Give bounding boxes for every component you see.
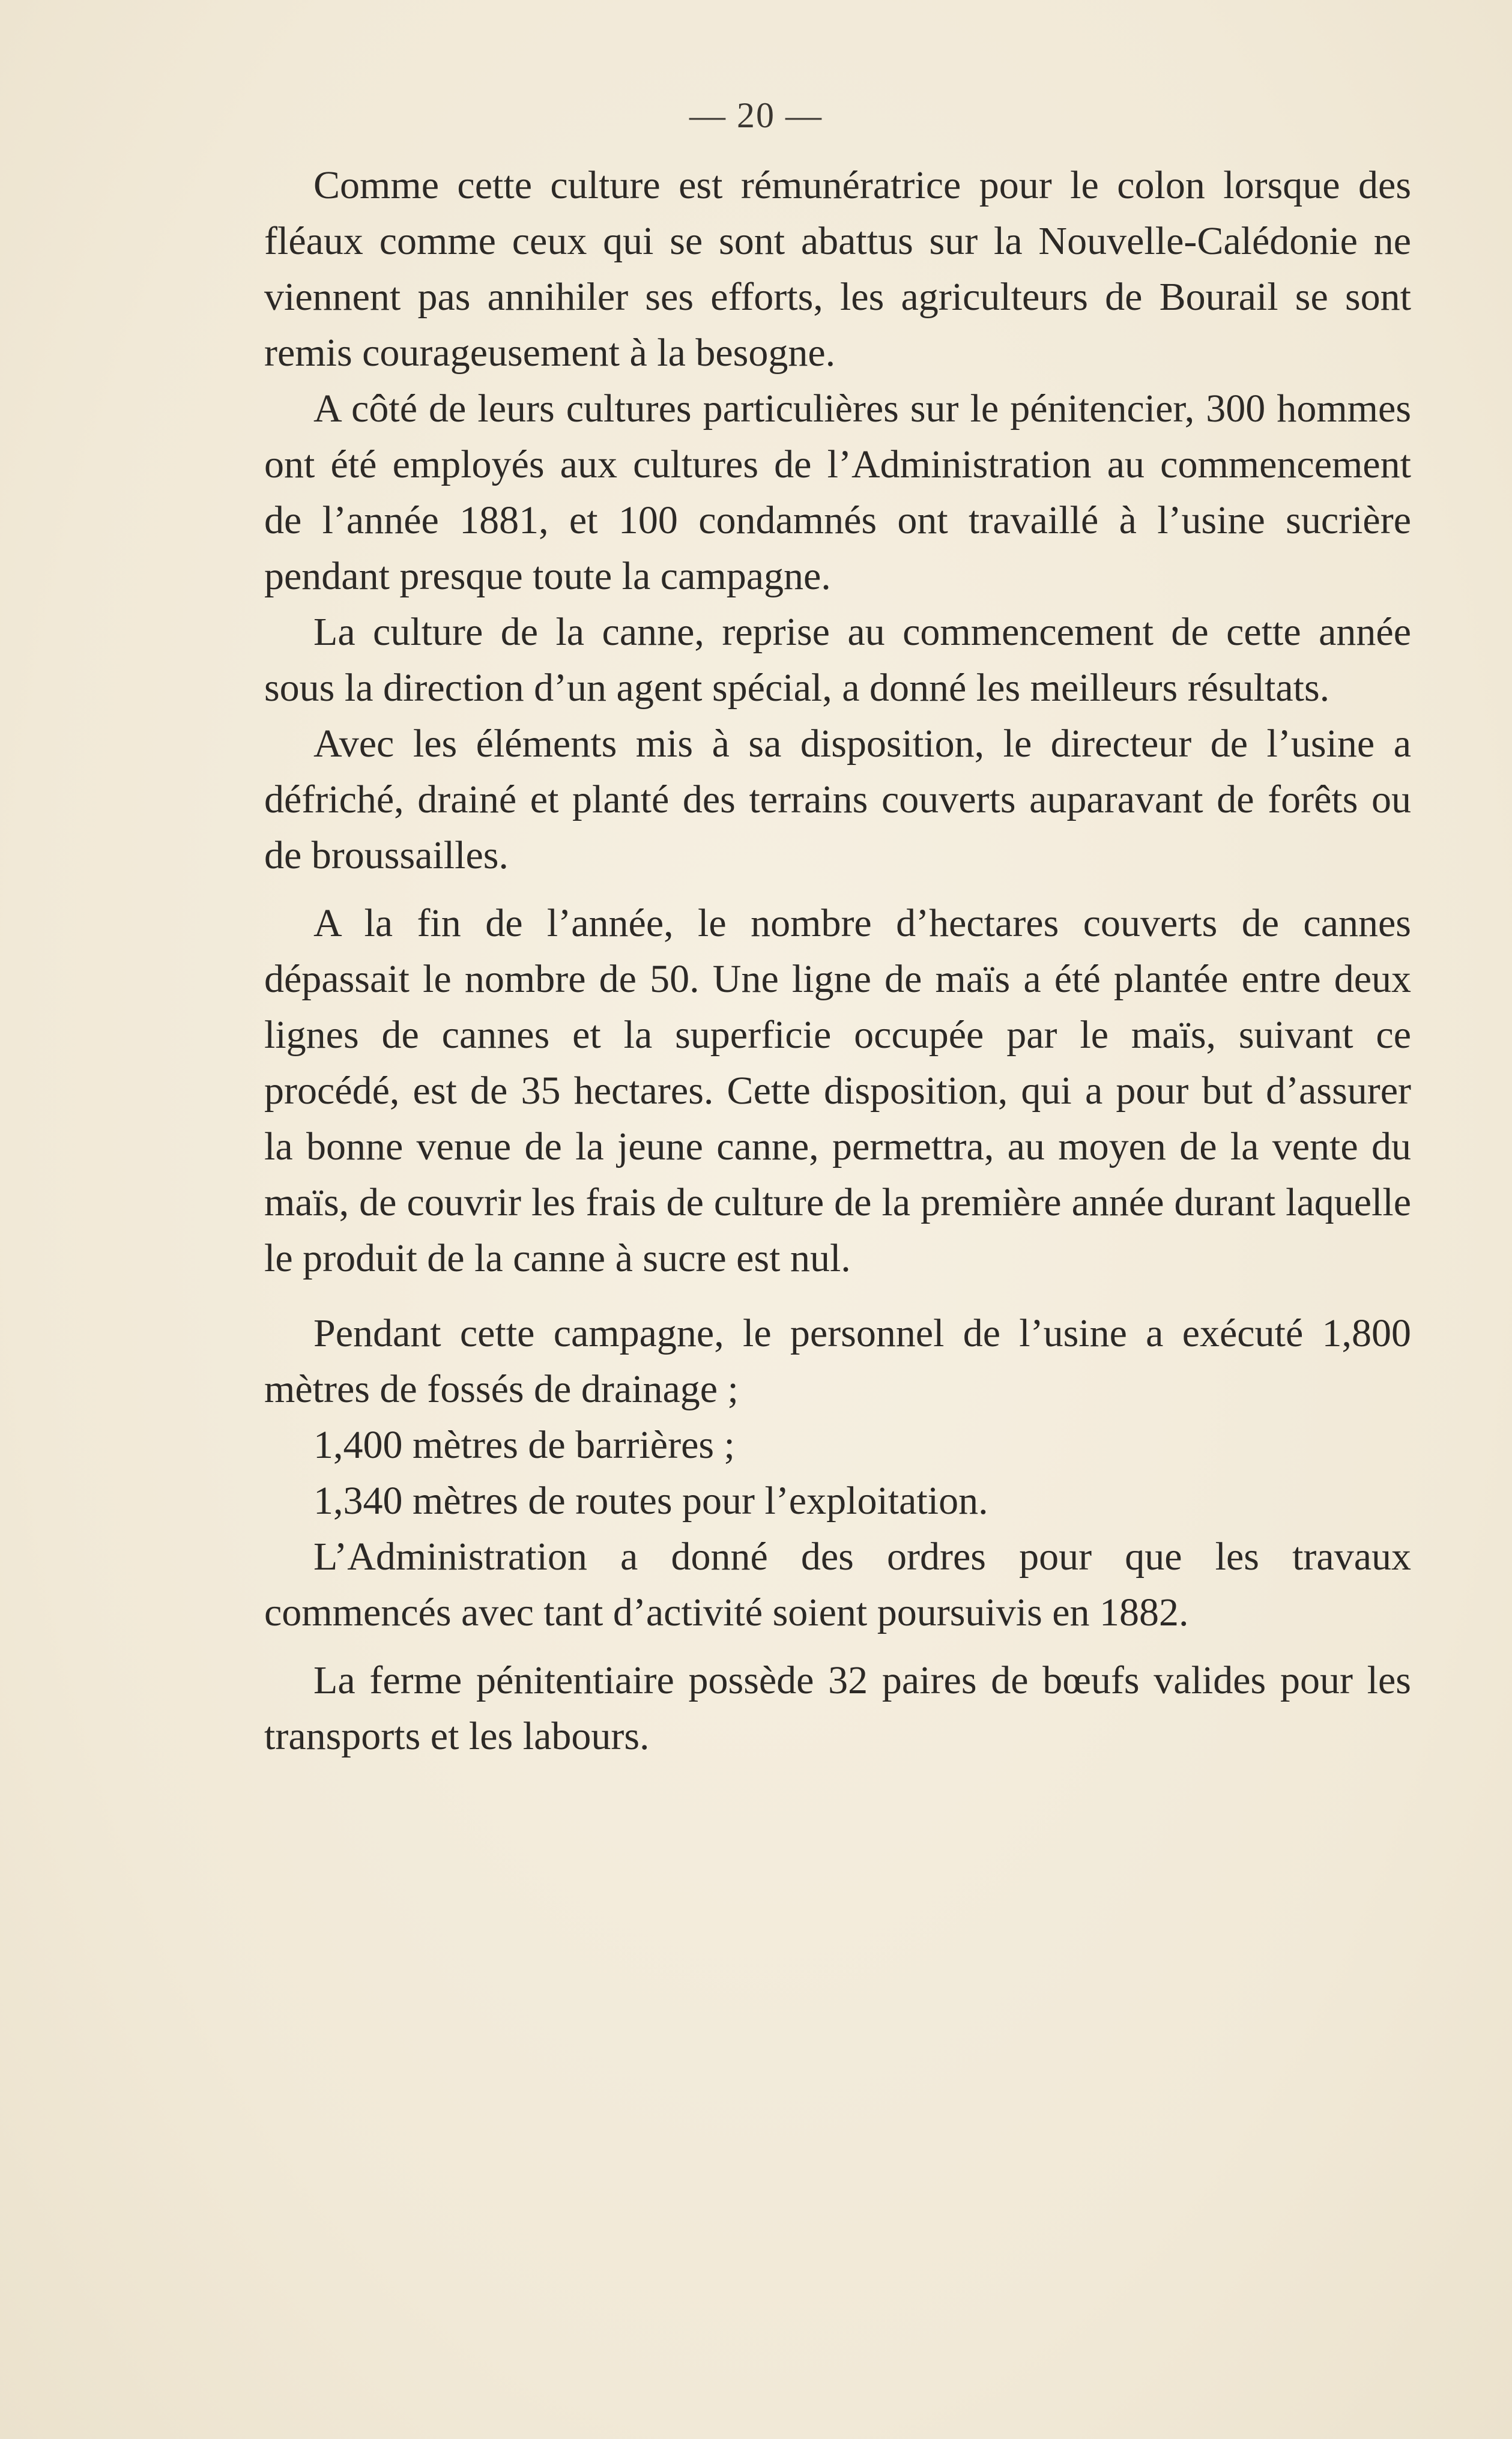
- paragraph-2: A côté de leurs cultures particulières sur le pénitencier, 300 hommes ont été employés aux cultures de l’Administration au commencement de l’année 1881, et 100 condamnés ont travaillé à l’usine sucrière pendant presque toute la campagne.: [264, 387, 1411, 598]
- paragraph-1: Comme cette culture est rémunératrice pour le colon lorsque des fléaux comme ceux qui se sont abattus sur la Nouvelle-Calédonie ne viennent pas annihiler ses efforts, les agriculteurs de Bourail se sont remis courageusement à la besogne.: [264, 163, 1411, 375]
- paragraph-7: 1,400 mètres de barrières ;: [313, 1423, 735, 1467]
- paragraph-5: A la fin de l’année, le nombre d’hectares couverts de cannes dépassait le nombre de 50. Une ligne de maïs a été plantée entre deux lignes de cannes et la superficie occupée par le maïs, suivant ce procédé, est de 35 hectares. Cette disposition, qui a pour but d’assurer la bonne venue de la jeune canne, permettra, au moyen de la vente du maïs, de couvrir les frais de culture de la première année durant laquelle le produit de la canne à sucre est nul.: [264, 901, 1411, 1280]
- paragraph-8: 1,340 mètres de routes pour l’exploitation.: [313, 1479, 988, 1523]
- paragraph-3: La culture de la canne, reprise au commencement de cette année sous la direction d’un agent spécial, a donné les meilleurs résultats.: [264, 610, 1411, 710]
- paragraph-4: Avec les éléments mis à sa disposition, le directeur de l’usine a défriché, drainé et planté des terrains couverts auparavant de forêts ou de broussailles.: [264, 722, 1411, 877]
- paragraph-10: La ferme pénitentiaire possède 32 paires de bœufs valides pour les transports et les labours.: [264, 1658, 1411, 1758]
- paragraph-6: Pendant cette campagne, le personnel de l’usine a exécuté 1,800 mètres de fossés de drainage ;: [264, 1311, 1411, 1411]
- body-text: [264, 157, 1411, 1764]
- paragraph-9: L’Administration a donné des ordres pour que les travaux commencés avec tant d’activité soient poursuivis en 1882.: [264, 1535, 1411, 1634]
- page-number: — 20 —: [689, 95, 823, 135]
